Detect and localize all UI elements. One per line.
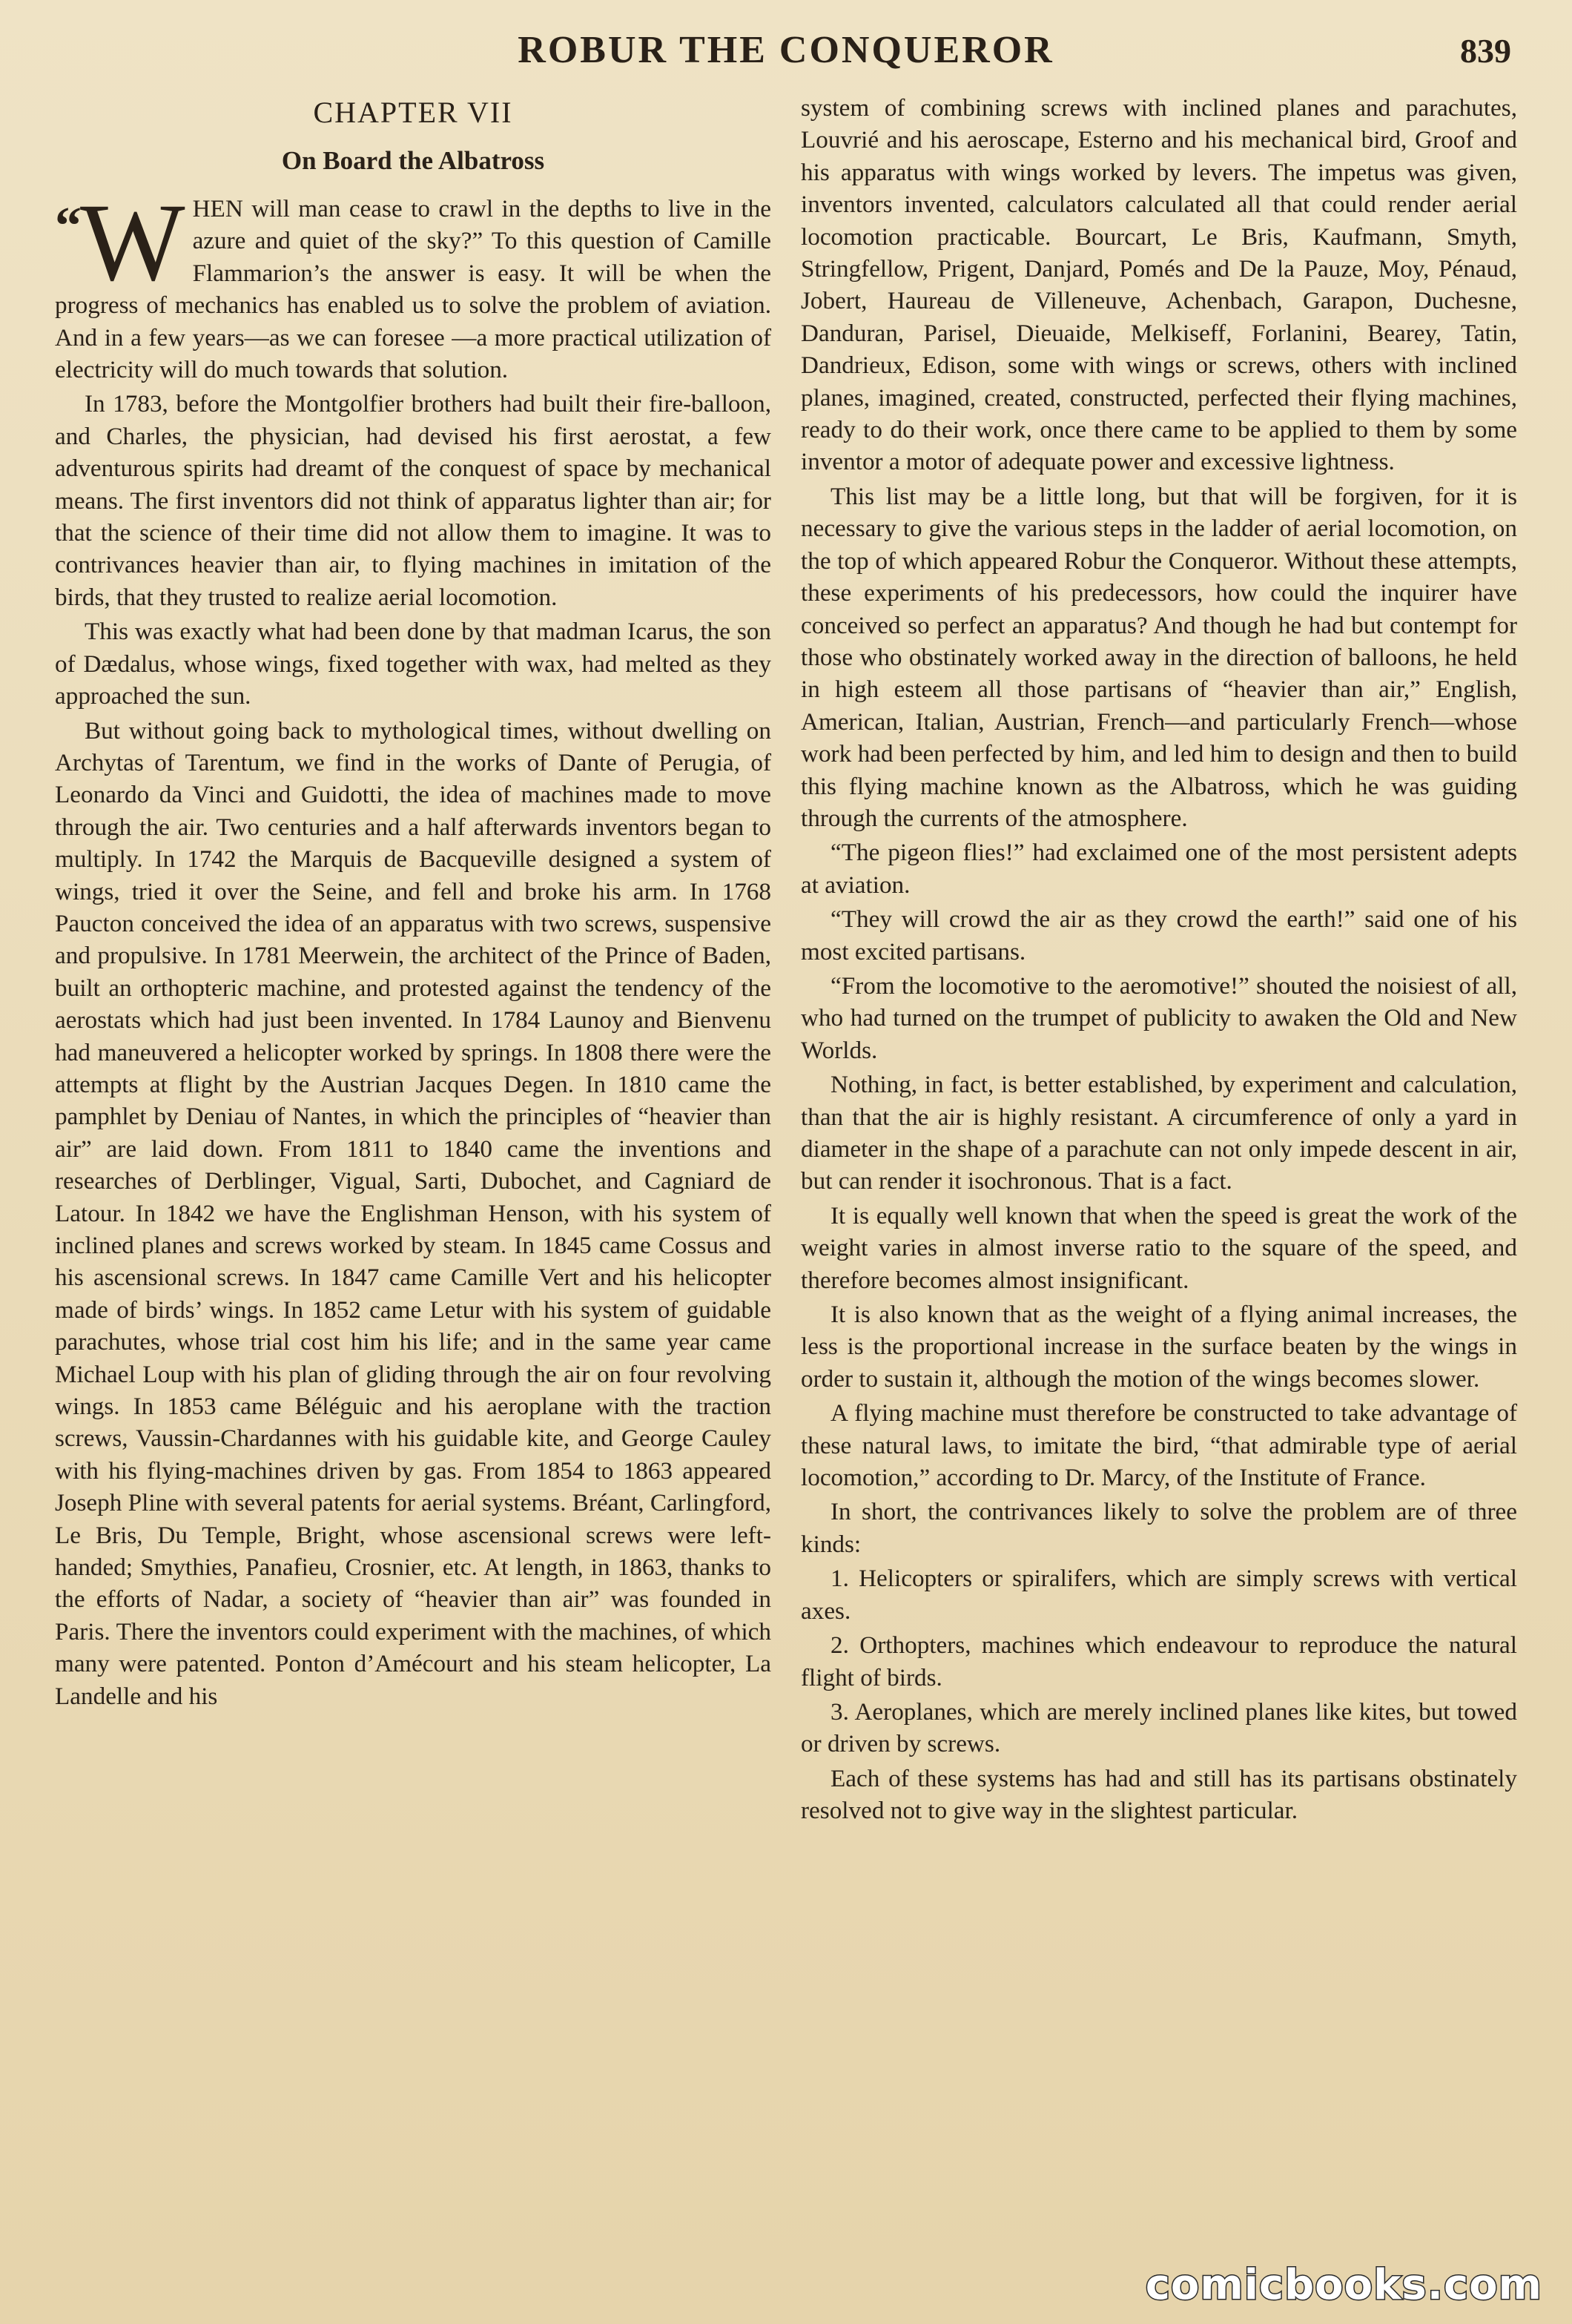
site-watermark: comicbooks.com — [1145, 2261, 1542, 2309]
contrivance-list — [801, 1562, 1517, 1760]
opening-quote-mark: “ — [55, 196, 82, 255]
running-head — [0, 28, 1572, 88]
right-column — [801, 92, 1517, 1829]
chapter-number: CHAPTER VII — [313, 96, 513, 129]
paragraph: It is equally well known that when the speed is great the work of the weight varies in almost inverse ratio to the square of the speed, and therefore becomes almost insignificant. — [801, 1201, 1517, 1294]
list-item: 2. Orthopters, machines which endeavour to reproduce the natural flight of birds. — [801, 1631, 1517, 1691]
list-item: 3. Aeroplanes, which are merely inclined planes like kites, but towed or driven by screws. — [801, 1697, 1517, 1758]
continued-paragraph: system of combining screws with inclined planes and parachutes, Louvrié and his aeroscape, Esterno and his mechanical bird, Groof and his apparatus with wings worked by levers. The impetus was given, inventors invented, calculators calculated all that could render aerial locomotion practicable. Bourcart, Le Bris, Kaufmann, Smyth, Stringfellow, Prigent, Danjard, Pomés and De la Pauze, Moy, Pénaud, Jobert, Haureau de Villeneuve, Achenbach, Garapon, Duchesne, Danduran, Parisel, Dieuaide, Melkiseff, Forlanini, Bearey, Tatin, Dandrieux, Edison, some with wings or screws, others with inclined planes, imagined, created, constructed, perfected their flying machines, ready to do their work, once there came to be applied to them by some inventor a motor of adequate power and excessive lightness. — [801, 94, 1517, 476]
paragraph: Nothing, in fact, is better established, by experiment and calculation, than that the air is highly resistant. A circumference of only a yard in diameter in the shape of a parachute can not only impede descent in air, but can render it isochronous. That is a fact. — [801, 1071, 1517, 1195]
opening-paragraph — [55, 181, 771, 386]
paragraph: “They will crowd the air as they crowd the earth!” said one of his most excited partisans. — [801, 905, 1517, 965]
page-number: 839 — [1460, 32, 1511, 70]
running-title: ROBUR THE CONQUEROR — [518, 29, 1054, 71]
dropcap-block — [55, 181, 185, 304]
paragraph: This list may be a little long, but that will be forgiven, for it is necessary to give the various steps in the ladder of aerial locomotion, on the top of which appeared Robur the Conqueror. Without these attempts, these experiments of his predecessors, how could the inquirer have conceived so perfect an apparatus? And though he had but contempt for those who obstinately worked away in the direction of balloons, he held in high esteem all those partisans of “heavier than air,” English, American, Italian, Austrian, French—and particularly French—whose work had been perfected by him, and led him to design and then to build this flying machine known as the Albatross, which he was guiding through the currents of the atmosphere. — [801, 482, 1517, 832]
paragraph: “From the locomotive to the aeromotive!” shouted the noisiest of all, who had turned on the trumpet of publicity to awaken the Old and New Worlds. — [801, 971, 1517, 1064]
list-item: 1. Helicopters or spiralifers, which are simply screws with vertical axes. — [801, 1565, 1517, 1625]
opening-text: HEN will man cease to crawl in the depths to live in the azure and quiet of the sky?” To this question of Camille Flammarion’s the answer is easy. It will be when the progress of mechanics has enabled us to solve the problem of aviation. And in a few years—as we can foresee —a more practical utilization of electricity will do much towards that solution. — [55, 195, 771, 384]
dropcap-letter: W — [80, 181, 185, 304]
paragraph: It is also known that as the weight of a flying animal increases, the less is the proportional increase in the surface beaten by the wings in order to sustain it, although the motion of the wings becomes slower. — [801, 1301, 1517, 1393]
paragraph: A flying machine must therefore be constructed to take advantage of these natural laws, to imitate the bird, “that admirable type of aerial locomotion,” according to Dr. Marcy, of the Institute of France. — [801, 1399, 1517, 1492]
chapter-title: On Board the Albatross — [281, 146, 545, 175]
paragraph: But without going back to mythological times, without dwelling on Archytas of Tarentum, we find in the works of Dante of Perugia, of Leonardo da Vinci and Guidotti, the idea of machines made to move through the air. Two centuries and a half afterwards inventors began to multiply. In 1742 the Marquis de Bacqueville designed a system of wings, tried it over the Seine, and fell and broke his arm. In 1768 Paucton conceived the idea of an apparatus with two screws, suspensive and propulsive. In 1781 Meerwein, the architect of the Prince of Baden, built an orthopteric machine, and protested against the tendency of the aerostats which had just been invented. In 1784 Launoy and Bienvenu had maneuvered a helicopter worked by springs. In 1808 there were the attempts at flight by the Austrian Jacques Degen. In 1810 came the pamphlet by Deniau of Nantes, in which the principles of “heavier than air” are laid down. From 1811 to 1840 came the inventions and researches of Derblinger, Vigual, Sarti, Dubochet, and Cagniard de Latour. In 1842 we have the Englishman Henson, with his system of inclined planes and screws worked by steam. In 1845 came Cossus and his ascensional screws. In 1847 came Camille Vert and his helicopter made of birds’ wings. In 1852 came Letur with his system of guidable parachutes, whose trial cost him his life; and in the same year came Michael Loup with his plan of gliding through the air on four revolving wings. In 1853 came Béléguic and his aeroplane with the traction screws, Vaussin-Chardannes with his guidable kite, and George Cauley with his flying-machines driven by gas. From 1854 to 1863 appeared Joseph Pline with several patents for aerial systems. Bréant, Carlingford, Le Bris, Du Temple, Bright, whose ascensional screws were left-handed; Smythies, Panafieu, Crosnier, etc. At length, in 1863, thanks to the efforts of Nadar, a society of “heavier than air” was founded in Paris. There the inventors could experiment with the machines, of which many were patented. Ponton d’Amécourt and his steam helicopter, La Landelle and his — [55, 716, 771, 1710]
paragraph: In 1783, before the Montgolfier brothers had built their fire-balloon, and Charles, the physician, had devised his first aerostat, a few adventurous spirits had dreamt of the conquest of space by mechanical means. The first inventors did not think of apparatus lighter than air; for that the science of their time did not allow them to imagine. It was to contrivances heavier than air, to flying machines in imitation of the birds, that they trusted to realize aerial locomotion. — [55, 390, 771, 611]
paragraph: This was exactly what had been done by that madman Icarus, the son of Dædalus, whose wings, fixed together with wax, had melted as they approached the sun. — [55, 618, 771, 710]
left-column — [55, 92, 771, 1714]
paragraph: In short, the contrivances likely to solve the problem are of three kinds: — [801, 1498, 1517, 1558]
paragraph: “The pigeon flies!” had exclaimed one of the most persistent adepts at aviation. — [801, 839, 1517, 899]
paragraph: Each of these systems has had and still has its partisans obstinately resolved not to give way in the slightest particular. — [801, 1764, 1517, 1825]
